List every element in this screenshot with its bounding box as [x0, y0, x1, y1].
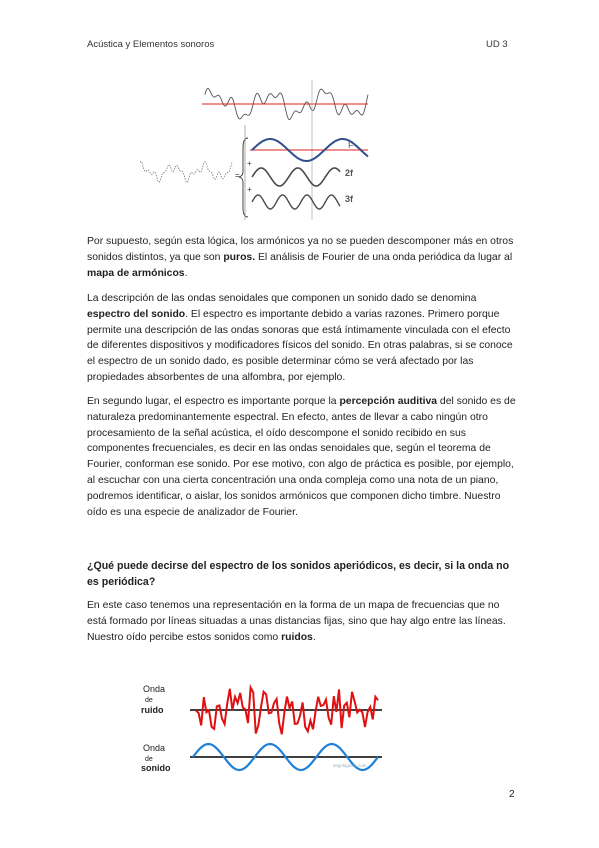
- brace: [239, 138, 248, 217]
- header-title: Acústica y Elementos sonoros: [87, 39, 215, 50]
- noise-label-line2: de: [145, 697, 153, 704]
- noise-vs-sound-figure: [138, 675, 388, 775]
- second-harmonic-wave: [252, 168, 340, 186]
- sound-label-line1: Onda: [143, 743, 166, 753]
- header-unit: UD 3: [486, 39, 508, 50]
- plus-sign-2: +: [247, 185, 252, 194]
- complex-wave-left: [140, 162, 232, 183]
- label-f: F: [348, 140, 354, 150]
- paragraph-noise: En este caso tenemos una representación en la forma de un mapa de frecuencias que no está formado por líneas situadas a unas distancias fijas, sino que hay algo entre las líneas. Nuestro oído percibe estos sonidos como ruidos.: [87, 600, 506, 643]
- paragraph-spectrum: La descripción de las ondas senoidales que componen un sonido dado se denomina espectro del sonido. El espectro es importante debido a varias razones. Primero porque permite una descripción de las ondas sonoras que está íntimamente vinculada con el efecto de diferentes dispositivos y modificadores físicos del sonido. En otras palabras, si se conoce el espectro de un sonido dado, es posible determinar cómo se verá afectado por las propiedades absorbentes de una alfombra, por ejemplo.: [87, 293, 513, 383]
- label-2f: 2f: [345, 168, 354, 178]
- fourier-decomposition-figure: [140, 80, 370, 220]
- third-harmonic-wave: [252, 195, 340, 209]
- plus-sign-1: +: [247, 159, 252, 168]
- sound-label-line3: sonido: [141, 763, 171, 773]
- noise-wave: [196, 688, 378, 735]
- paragraph-harmonics: Por supuesto, según esta lógica, los armónicos ya no se pueden descomponer más en otros sonidos distintos, ya que son puros. El análisis de Fourier de una onda periódica da lugar al mapa de armónicos.: [87, 236, 514, 279]
- page-number: 2: [509, 789, 515, 800]
- question-heading: ¿Qué puede decirse del espectro de los sonidos aperiódicos, es decir, si la onda no es periódica?: [87, 560, 510, 588]
- noise-label-line1: Onda: [143, 684, 166, 694]
- equals-sign: =: [235, 171, 240, 180]
- sound-label-line2: de: [145, 756, 153, 763]
- watermark: segologicos.com: [333, 763, 367, 768]
- paragraph-perception: En segundo lugar, el espectro es importante porque la percepción auditiva del sonido es de naturaleza predominantemente espectral. En efecto, antes de llevar a cabo ningún otro procesamiento de la señal acústica, el oído descompone el sonido recibido en sus componentes frecuenciales, es decir en las ondas senoidales que, según el teorema de Fourier, conforman ese sonido. Por ese motivo, con algo de práctica es posible, por ejemplo, al escuchar con una cierta concentración una onda compleja como una nota de un piano, podremos identificar, o aislar, los sonidos armónicos que componen dicho timbre. Nuestro oído es una especie de analizador de Fourier.: [87, 396, 516, 518]
- label-3f: 3f: [345, 194, 354, 204]
- noise-label-line3: ruido: [141, 705, 164, 715]
